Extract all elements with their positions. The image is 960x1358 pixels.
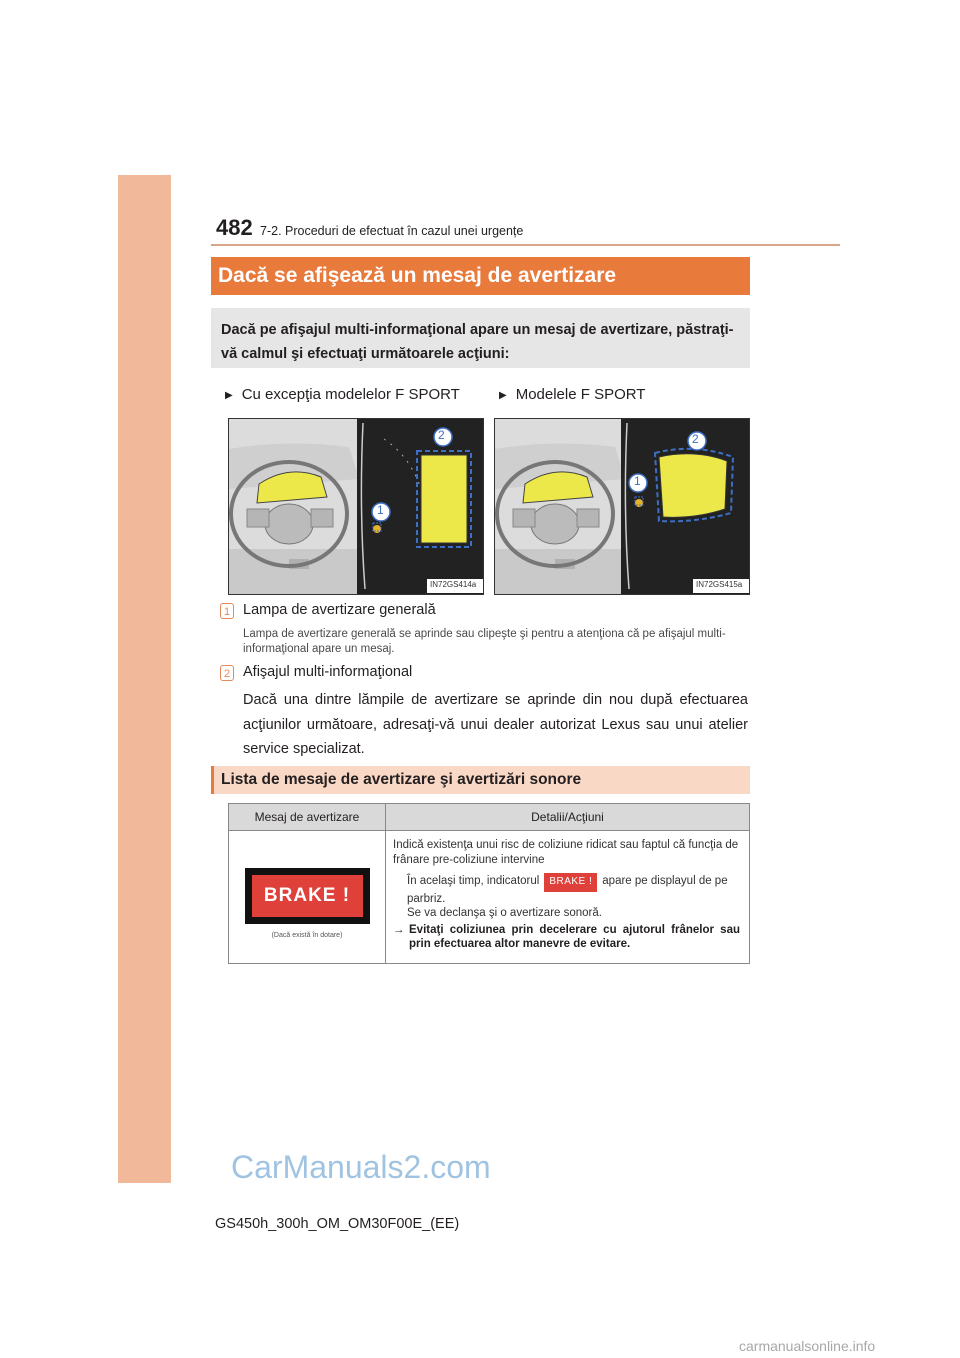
dashboard-illustration-standard bbox=[228, 418, 484, 595]
dashboard-illustration-fsport bbox=[494, 418, 750, 595]
brake-warning-graphic bbox=[245, 868, 370, 924]
triangle-bullet-icon: ▶ bbox=[499, 390, 507, 401]
callout-number-1: 1 bbox=[634, 474, 641, 488]
brake-warning-text: BRAKE ! bbox=[252, 875, 363, 917]
callout-number-2: 2 bbox=[438, 428, 445, 442]
column-header-details: Detalii/Acţiuni bbox=[386, 804, 750, 831]
item-note-warning-lamp: Lampa de avertizare generală se aprinde sau clipeşte şi pentru a atenţiona că pe afişajul multi-informaţional apare un mesaj. bbox=[243, 628, 726, 655]
variant-label-standard: ▶ Cu excepţia modelelor F SPORT bbox=[225, 386, 460, 403]
watermark-carmanualsonline: carmanualsonline.info bbox=[739, 1338, 876, 1354]
intro-box: Dacă pe afişajul multi-informaţional apare un mesaj de avertizare, păstraţi-vă calmul şi efectuaţi următoarele acţiuni: bbox=[211, 308, 750, 368]
item-number-1: 1 bbox=[220, 603, 234, 619]
availability-note: (Dacă există în dotare) bbox=[271, 932, 343, 939]
watermark-carmanuals2: CarManuals2.com bbox=[231, 1149, 491, 1185]
subsection-title: Lista de mesaje de avertizare şi avertizări sonore bbox=[211, 766, 750, 794]
body-paragraph: Dacă una dintre lămpile de avertizare se aprinde din nou după efectuarea acţiunilor următoare, adresaţi-vă unui dealer autorizat Lexus sau unui atelier service specializat. bbox=[243, 692, 748, 757]
details-cell bbox=[386, 831, 750, 964]
arrow-right-icon: → bbox=[393, 923, 405, 936]
message-cell bbox=[229, 831, 386, 964]
callout-number-2: 2 bbox=[692, 432, 699, 446]
image-code: IN72GS414a bbox=[430, 580, 477, 589]
column-header-message: Mesaj de avertizare bbox=[229, 804, 386, 831]
detail-sound-line: Se va declanşa şi o avertizare sonoră. bbox=[407, 907, 602, 919]
page-number: 482 bbox=[216, 215, 253, 240]
image-code: IN72GS415a bbox=[696, 580, 743, 589]
section-title: Dacă se afişează un mesaj de avertizare bbox=[211, 257, 750, 295]
detail-description: Indică existenţa unui risc de coliziune ridicat sau faptul că funcţia de frânare pre-coliziune intervine bbox=[393, 839, 739, 866]
detail-action: → Evitaţi coliziunea prin decelerare cu ajutorul frânelor sau prin efectuarea altor manevre de evitare. bbox=[393, 923, 740, 950]
triangle-bullet-icon: ▶ bbox=[225, 390, 233, 401]
table-header-row bbox=[229, 804, 750, 831]
chapter-title: 7-2. Proceduri de efectuat în cazul unei urgențe bbox=[260, 224, 524, 238]
warning-message-table bbox=[228, 803, 750, 964]
item-label-multi-display: Afişajul multi-informaţional bbox=[243, 664, 413, 680]
header-divider bbox=[211, 244, 840, 246]
sidebar-tab bbox=[118, 175, 171, 1183]
item-label-warning-lamp: Lampa de avertizare generală bbox=[243, 602, 436, 618]
callout-number-1: 1 bbox=[377, 503, 384, 517]
footer-code: GS450h_300h_OM_OM30F00E_(EE) bbox=[215, 1216, 460, 1232]
variant-label-fsport: ▶ Modelele F SPORT bbox=[499, 386, 646, 403]
brake-indicator-badge: BRAKE ! bbox=[544, 873, 597, 892]
item-number-2: 2 bbox=[220, 665, 234, 681]
detail-hud-line: În acelaşi timp, indicatorul BRAKE ! apare pe displayul de pe parbriz. bbox=[407, 875, 728, 905]
table-row bbox=[229, 831, 750, 964]
